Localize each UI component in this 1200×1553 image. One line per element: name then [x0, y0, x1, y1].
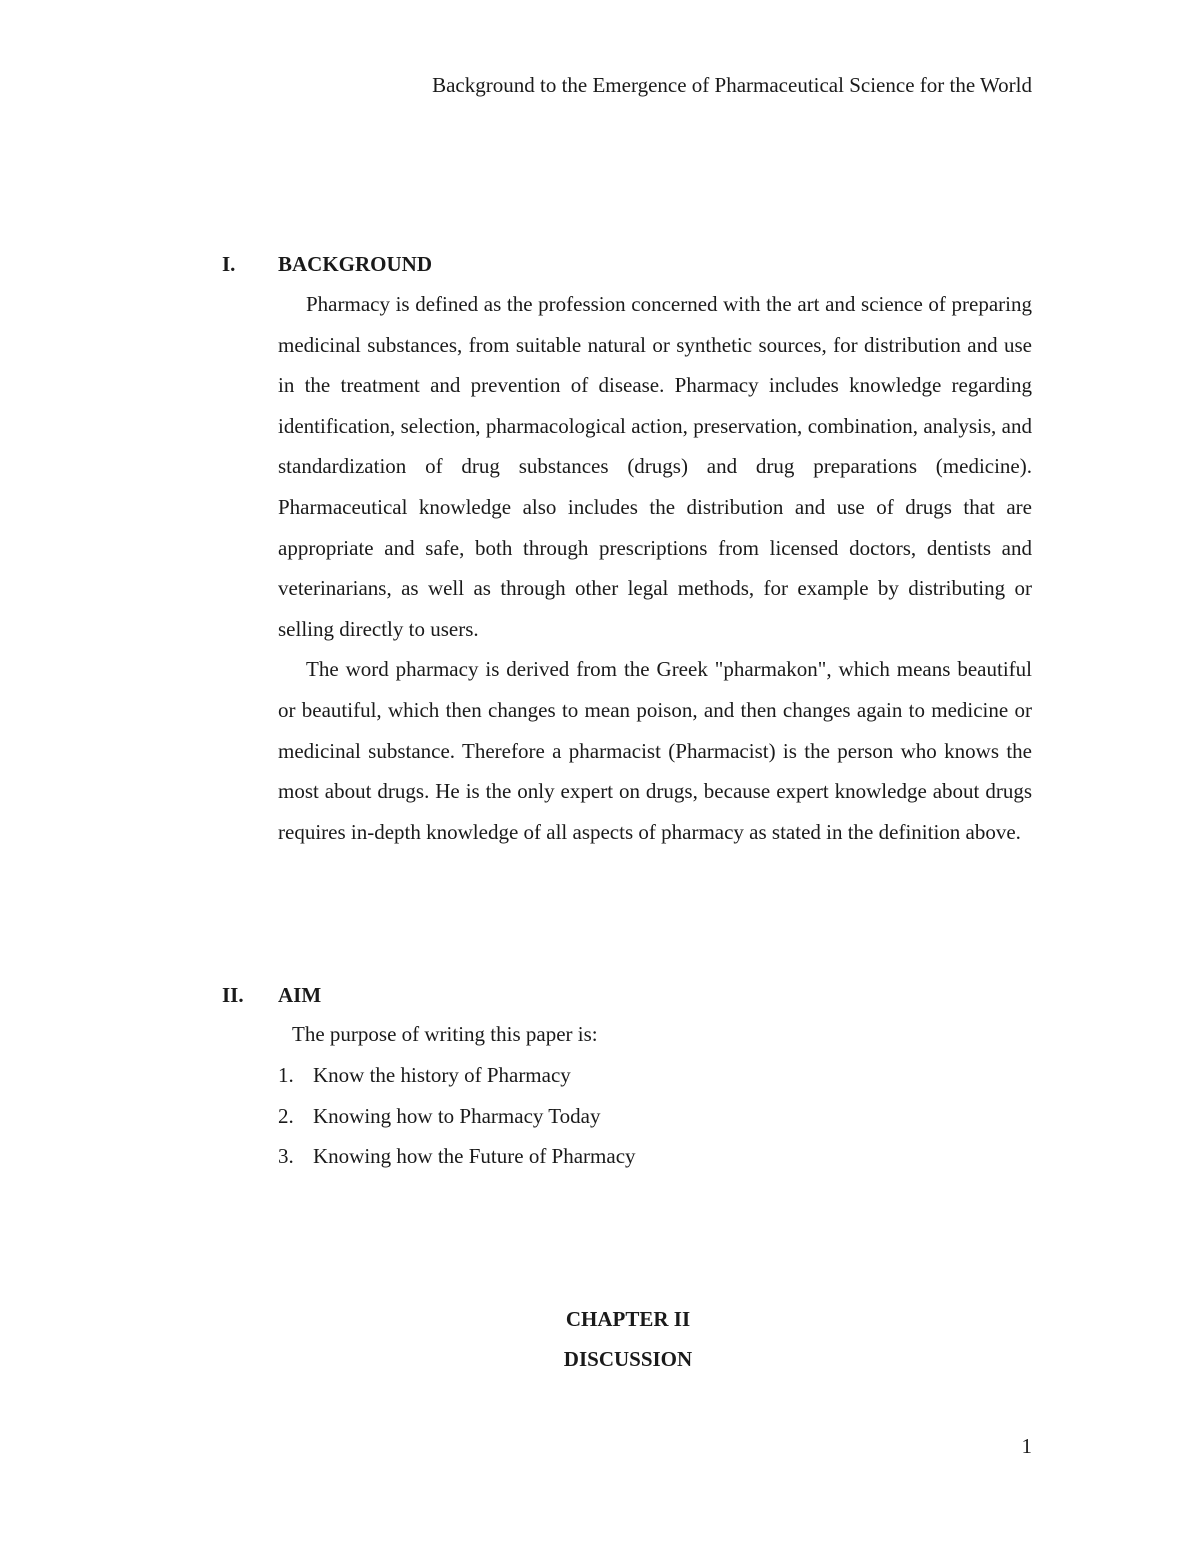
section-number: II.: [222, 983, 244, 1007]
background-paragraph: Pharmacy is defined as the profession concerned with the art and science of preparing medicinal substances, from suitable natural or synthetic sources, for distribution and use in the treatment and prevention of disease. Pharmacy includes knowledge regarding identification, selection, pharmacological action, preservation, combination, analysis, and standardization of drug substances (drugs) and drug preparations (medicine). Pharmaceutical knowledge also includes the distribution and use of drugs that are appropriate and safe, both through prescriptions from licensed doctors, dentists and veterinarians, as well as through other legal methods, for example by distributing or selling directly to users.: [278, 292, 1032, 641]
chapter-label: CHAPTER II: [565, 1307, 691, 1331]
chapter-title: DISCUSSION: [563, 1347, 693, 1371]
list-item-text: Knowing how the Future of Pharmacy: [313, 1144, 636, 1169]
list-item-text: Know the history of Pharmacy: [313, 1063, 571, 1087]
list-marker: 3.: [278, 1144, 294, 1169]
page-number: 1: [1021, 1434, 1032, 1458]
running-header: Background to the Emergence of Pharmaceutical Science for the World: [432, 73, 1032, 97]
background-paragraph: The word pharmacy is derived from the Greek "pharmakon", which means beautiful or beautiful, which then changes to mean poison, and then changes again to medicine or medicinal substance. Therefore a pharmacist (Pharmacist) is the person who knows the most about drugs. He is the only expert on drugs, because expert knowledge about drugs requires in-depth knowledge of all aspects of pharmacy as stated in the definition above.: [278, 657, 1032, 844]
list-marker: 2.: [278, 1103, 294, 1128]
aim-list: [278, 1060, 636, 1182]
list-item-text: Knowing how to Pharmacy Today: [313, 1103, 601, 1128]
section-title: BACKGROUND: [278, 252, 433, 276]
section-title: AIM: [278, 983, 322, 1007]
list-item: [278, 1060, 636, 1101]
list-item: [278, 1101, 636, 1142]
list-marker: 1.: [278, 1063, 294, 1087]
section-heading-background: [222, 249, 432, 279]
background-body: [278, 284, 1032, 852]
list-item: [278, 1141, 636, 1182]
section-number: I.: [222, 252, 236, 276]
section-heading-aim: [222, 980, 321, 1010]
aim-intro: The purpose of writing this paper is:: [292, 1022, 598, 1046]
